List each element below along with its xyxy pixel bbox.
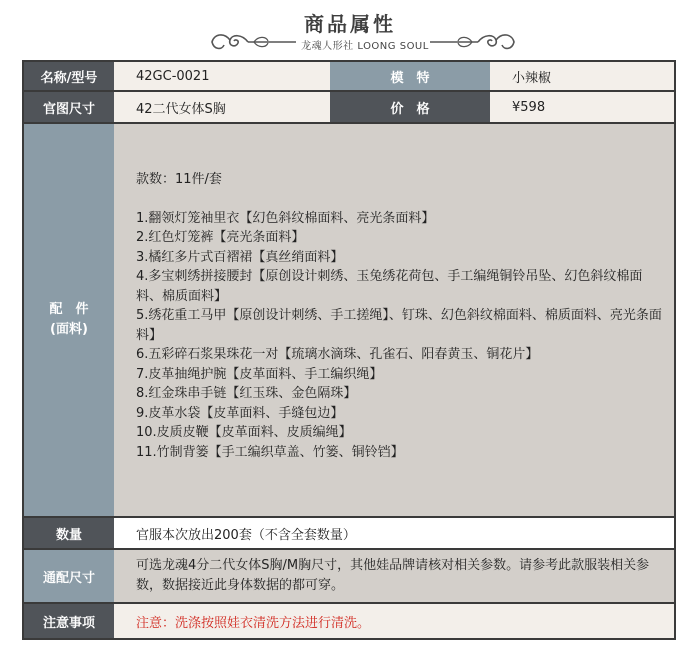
name-value: 42GC-0021: [114, 62, 330, 90]
fit-row: [24, 550, 674, 602]
model-label: 模 特: [330, 62, 490, 90]
quantity-label: 数量: [24, 518, 114, 548]
page-subtitle: 龙魂人形社 LOONG SOUL: [301, 41, 429, 52]
parts-item: 11.竹制背篓【手工编织草盖、竹篓、铜铃铛】: [136, 444, 404, 460]
parts-label-line1: 配 件: [49, 302, 89, 317]
parts-item: 5.绣花重工马甲【原创设计刺绣、手工搓绳】、钉珠、幻色斜纹棉面料、棉质面料、亮光条面料】: [136, 308, 662, 343]
product-attributes-table: [22, 60, 676, 640]
price-label: 价 格: [330, 92, 490, 122]
notice-value: 注意：洗涤按照娃衣清洗方法进行清洗。: [114, 604, 674, 638]
size-label: 官图尺寸: [24, 92, 114, 122]
size-value: 42二代女体S胸: [114, 92, 330, 122]
fit-label: 通配尺寸: [24, 550, 114, 602]
page-header: [0, 0, 700, 56]
parts-item: 7.皮革抽绳护腕【皮革面料、手工编织绳】: [136, 366, 383, 382]
quantity-row: [24, 518, 674, 548]
parts-item: 2.红色灯笼裤【亮光条面料】: [136, 230, 305, 245]
quantity-value: 官服本次放出200套（不含全套数量）: [114, 518, 674, 548]
parts-item: 9.皮革水袋【皮革面料、手缝包边】: [136, 405, 344, 421]
price-value: ¥598: [490, 92, 674, 122]
parts-item: 8.红金珠串手链【红玉珠、金色隔珠】: [136, 386, 357, 401]
parts-item: 3.橘红多片式百褶裙【真丝绡面料】: [136, 249, 344, 265]
parts-row: [24, 124, 674, 516]
parts-label-line2: (面料): [50, 322, 88, 337]
parts-item: 6.五彩碎石浆果珠花一对【琉璃水滴珠、孔雀石、阳春黄玉、铜花片】: [136, 347, 539, 362]
name-model-row: [24, 62, 674, 90]
parts-item: 4.多宝刺绣拼接腰封【原创设计刺绣、玉兔绣花荷包、手工编绳铜铃吊坠、幻色斜纹棉面料、棉质面料】: [136, 269, 643, 304]
parts-content: [114, 124, 674, 516]
right-scroll-ornament-icon: [428, 30, 518, 54]
notice-row: [24, 604, 674, 638]
parts-item: 10.皮质皮鞭【皮革面料、皮质编绳】: [136, 425, 352, 440]
notice-label: 注意事项: [24, 604, 114, 638]
size-price-row: [24, 92, 674, 122]
left-scroll-ornament-icon: [208, 30, 298, 54]
fit-value: 可选龙魂4分二代女体S胸/M胸尺寸，其他娃品牌请核对相关参数。请参考此款服装相关参数，数据接近此身体数据的都可穿。: [114, 550, 674, 602]
model-value: 小辣椒: [490, 62, 674, 90]
parts-item: 1.翻领灯笼袖里衣【幻色斜纹棉面料、亮光条面料】: [136, 210, 435, 226]
parts-label: [24, 124, 114, 516]
parts-count: 款数：11件/套: [136, 172, 222, 187]
name-label: 名称/型号: [24, 62, 114, 90]
page-title: 商品属性: [304, 12, 396, 36]
